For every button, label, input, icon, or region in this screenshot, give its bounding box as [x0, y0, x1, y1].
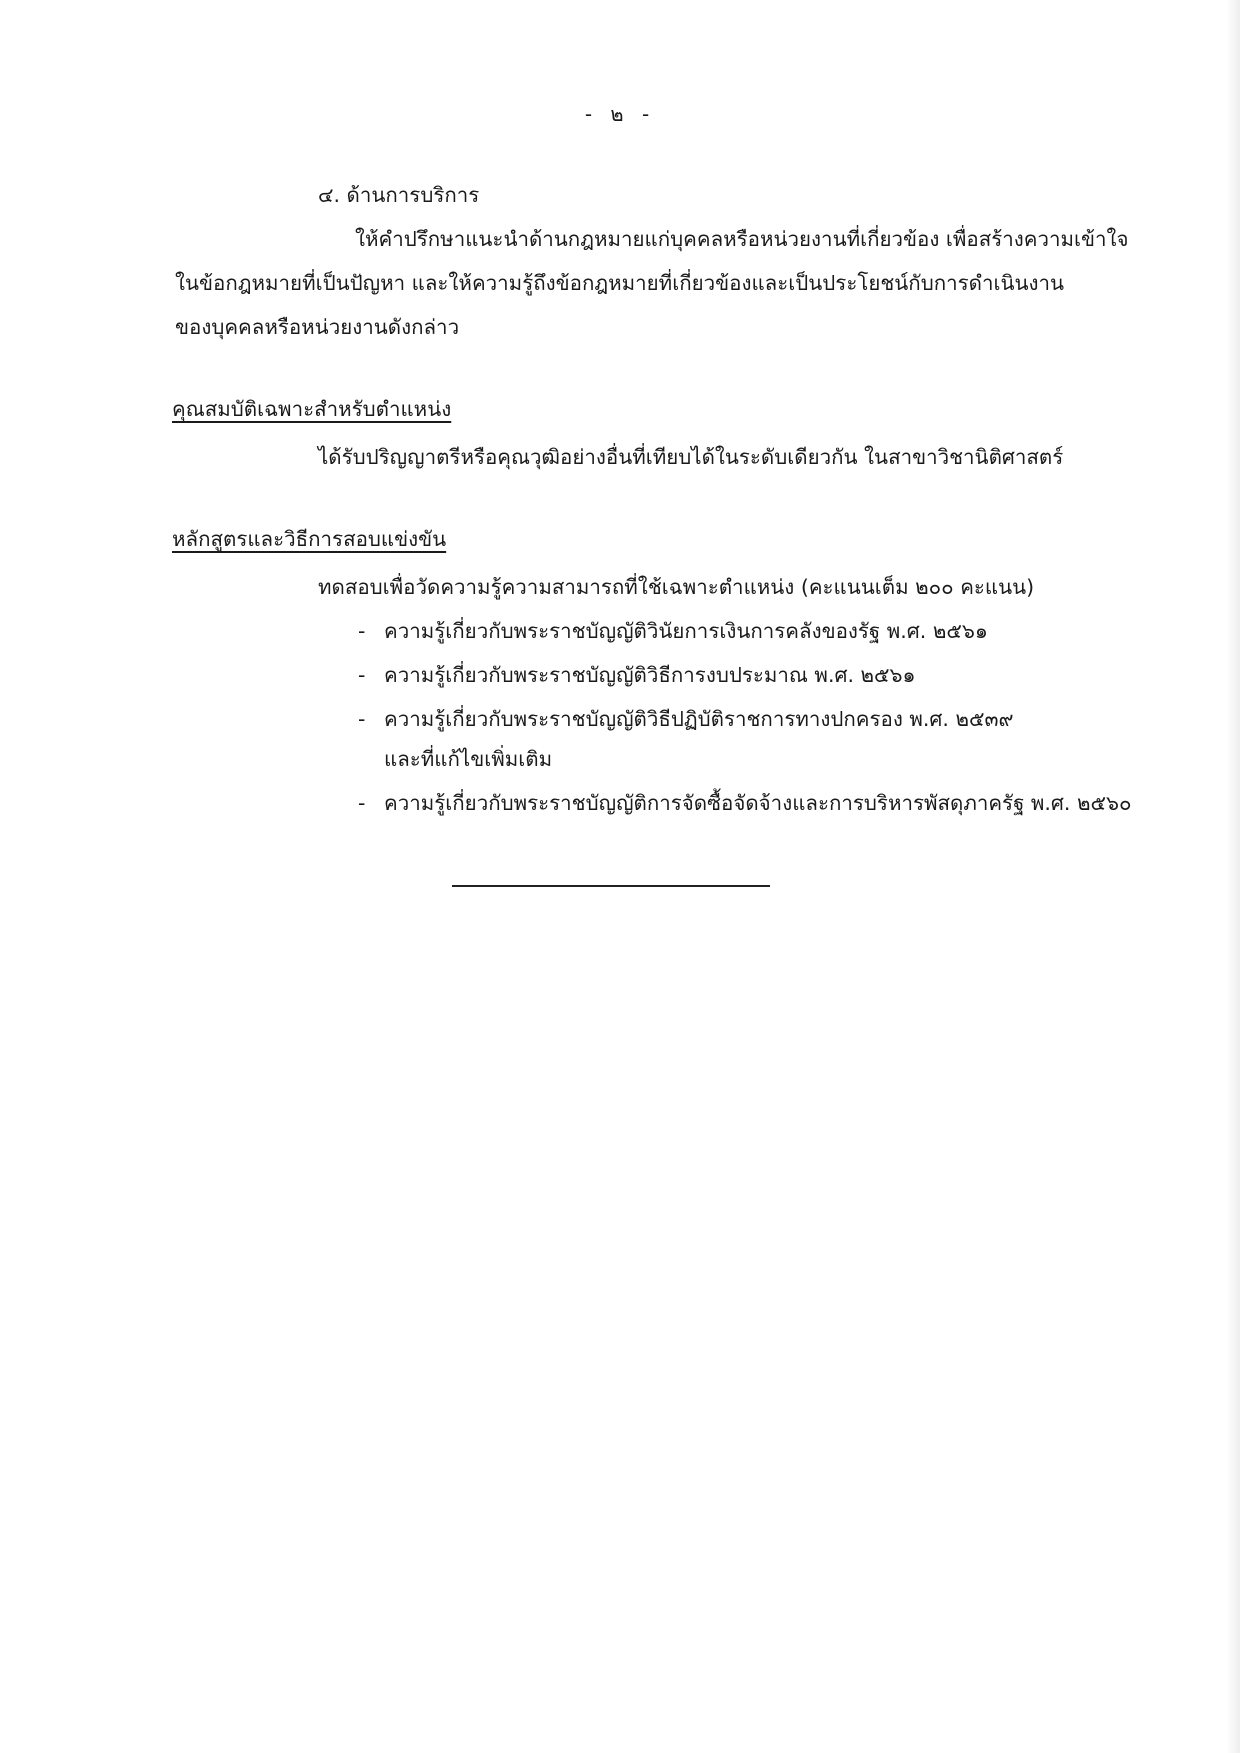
- section-4-paragraph-line-1: ให้คำปรึกษาแนะนำด้านกฎหมายแก่บุคคลหรือหน่วยงานที่เกี่ยวข้อง เพื่อสร้างความเข้าใจ: [355, 227, 1129, 251]
- page-number: - ๒ -: [584, 102, 656, 126]
- exam-item-3: ความรู้เกี่ยวกับพระราชบัญญัติวิธีปฏิบัติราชการทางปกครอง พ.ศ. ๒๕๓๙: [384, 707, 1014, 731]
- list-bullet: -: [358, 663, 366, 687]
- section-4-title: ๔. ด้านการบริการ: [318, 183, 480, 207]
- section-4-paragraph-line-3: ของบุคคลหรือหน่วยงานดังกล่าว: [175, 315, 460, 339]
- exam-item-4: ความรู้เกี่ยวกับพระราชบัญญัติการจัดซื้อจัดจ้างและการบริหารพัสดุภาครัฐ พ.ศ. ๒๕๖๐: [384, 791, 1132, 815]
- exam-item-2: ความรู้เกี่ยวกับพระราชบัญญัติวิธีการงบประมาณ พ.ศ. ๒๕๖๑: [384, 663, 916, 687]
- section-4-paragraph-line-2: ในข้อกฎหมายที่เป็นปัญหา และให้ความรู้ถึงข้อกฎหมายที่เกี่ยวข้องและเป็นประโยชน์กับการดำเนินงาน: [175, 271, 1065, 295]
- exam-item-3-continuation: และที่แก้ไขเพิ่มเติม: [384, 747, 553, 771]
- end-divider-line: [452, 885, 770, 887]
- qualifications-heading: คุณสมบัติเฉพาะสำหรับตำแหน่ง: [172, 397, 452, 421]
- exam-intro: ทดสอบเพื่อวัดความรู้ความสามารถที่ใช้เฉพาะตำแหน่ง (คะแนนเต็ม ๒๐๐ คะแนน): [318, 575, 1035, 599]
- list-bullet: -: [358, 707, 366, 731]
- exam-item-1: ความรู้เกี่ยวกับพระราชบัญญัติวินัยการเงินการคลังของรัฐ พ.ศ. ๒๕๖๑: [384, 619, 988, 643]
- page-edge-shadow: [1226, 0, 1240, 1753]
- exam-heading: หลักสูตรและวิธีการสอบแข่งขัน: [172, 527, 447, 551]
- qualifications-text: ได้รับปริญญาตรีหรือคุณวุฒิอย่างอื่นที่เทียบได้ในระดับเดียวกัน ในสาขาวิชานิติศาสตร์: [318, 445, 1064, 469]
- list-bullet: -: [358, 791, 366, 815]
- list-bullet: -: [358, 619, 366, 643]
